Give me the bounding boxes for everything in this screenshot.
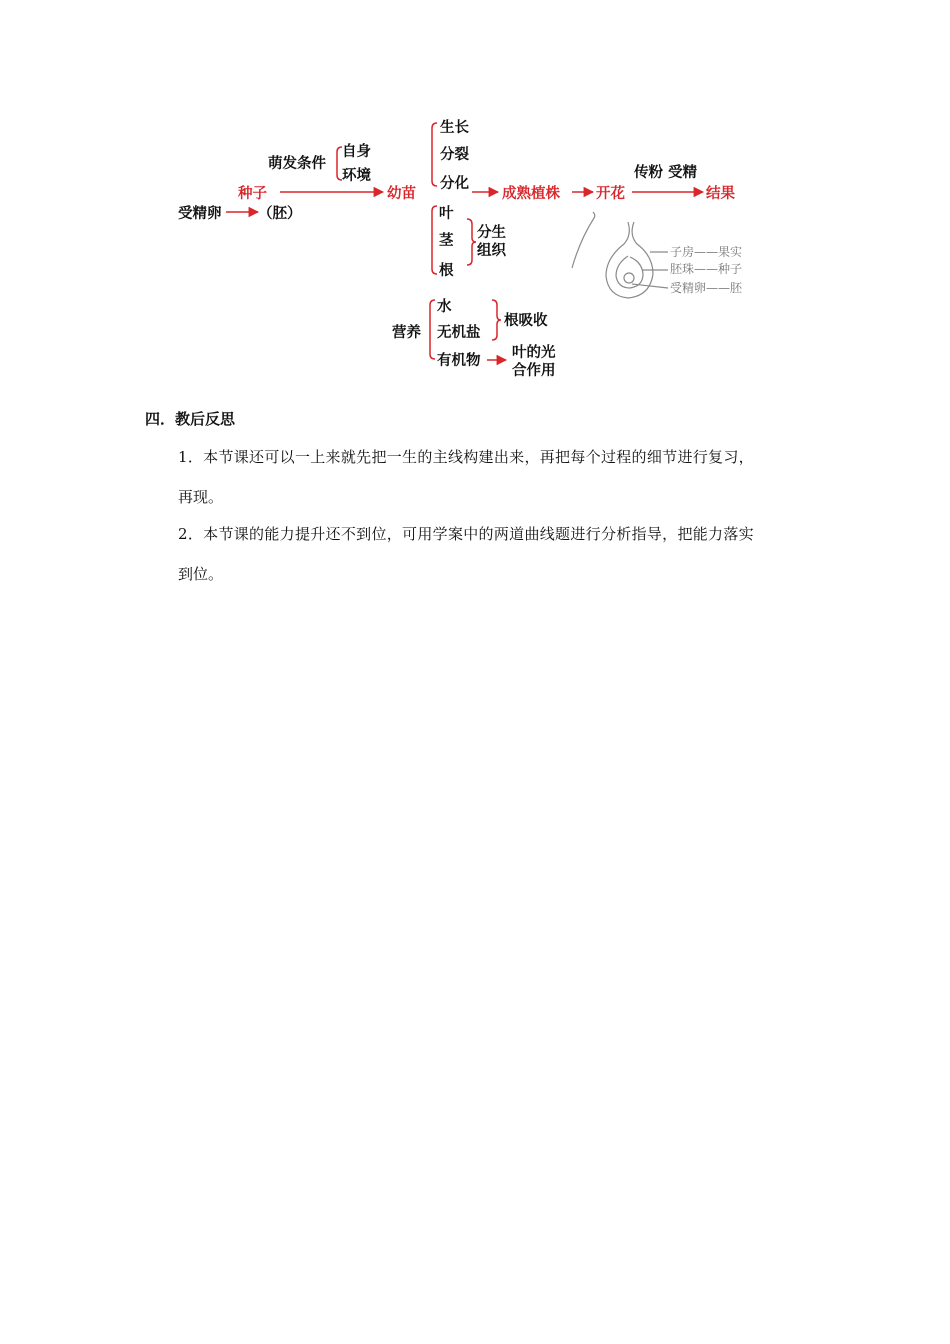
- note-egg-embryo: 受精卵——胚: [670, 281, 743, 295]
- reflection-item-1-cont: 再现。: [178, 488, 224, 506]
- flowering-label: 开花: [596, 186, 625, 202]
- minerals-item: 无机盐: [437, 325, 481, 341]
- section-title: 四．教后反思: [145, 410, 236, 428]
- brace-meristem: [467, 219, 476, 265]
- seed-label: 种子: [238, 186, 267, 202]
- reflection-item-1: 1．本节课还可以一上来就先把一生的主线构建出来，再把每个过程的细节进行复习，: [178, 448, 754, 466]
- germination-conditions-label: 萌发条件: [268, 156, 326, 172]
- plant-life-cycle-diagram: [0, 0, 950, 400]
- brace-organs: [432, 206, 437, 274]
- photosynthesis-line-2: 合作用: [512, 363, 556, 379]
- brace-growth: [432, 123, 437, 186]
- reflection-item-2-cont: 到位。: [178, 565, 224, 583]
- brace-nutrition: [430, 300, 435, 359]
- mature-plant-label: 成熟植株: [502, 186, 560, 202]
- seedling-label: 幼苗: [387, 186, 416, 202]
- condition-self: 自身: [342, 144, 371, 160]
- meristem-line-2: 组织: [477, 243, 506, 259]
- leaf-item: 叶: [439, 206, 454, 222]
- root-item: 根: [439, 263, 454, 279]
- water-item: 水: [437, 299, 452, 315]
- note-ovule-seed: 胚珠——种子: [670, 262, 743, 276]
- differentiation-item: 分化: [440, 176, 469, 192]
- photosynthesis-line-1: 叶的光: [512, 345, 556, 361]
- organic-matter-item: 有机物: [437, 353, 481, 369]
- root-absorption-label: 根吸收: [504, 313, 548, 329]
- reflection-item-2: 2．本节课的能力提升还不到位，可用学案中的两道曲线题进行分析指导，把能力落实: [178, 525, 754, 543]
- note-ovary-fruit: 子房——果实: [670, 245, 743, 259]
- embryo-label: （胚）: [258, 206, 302, 222]
- brace-root-absorption: [492, 300, 501, 340]
- fertilized-egg-label: 受精卵: [178, 206, 222, 222]
- handwritten-ovary-sketch: [572, 212, 668, 298]
- stem-item: 茎: [439, 233, 454, 249]
- pollination-fertilization-label: 传粉 受精: [634, 165, 698, 181]
- division-item: 分裂: [440, 147, 469, 163]
- fruiting-label: 结果: [706, 186, 735, 202]
- nutrition-label: 营养: [392, 325, 421, 341]
- meristem-line-1: 分生: [477, 225, 506, 241]
- condition-environment: 环境: [342, 168, 371, 184]
- growth-item: 生长: [440, 120, 469, 136]
